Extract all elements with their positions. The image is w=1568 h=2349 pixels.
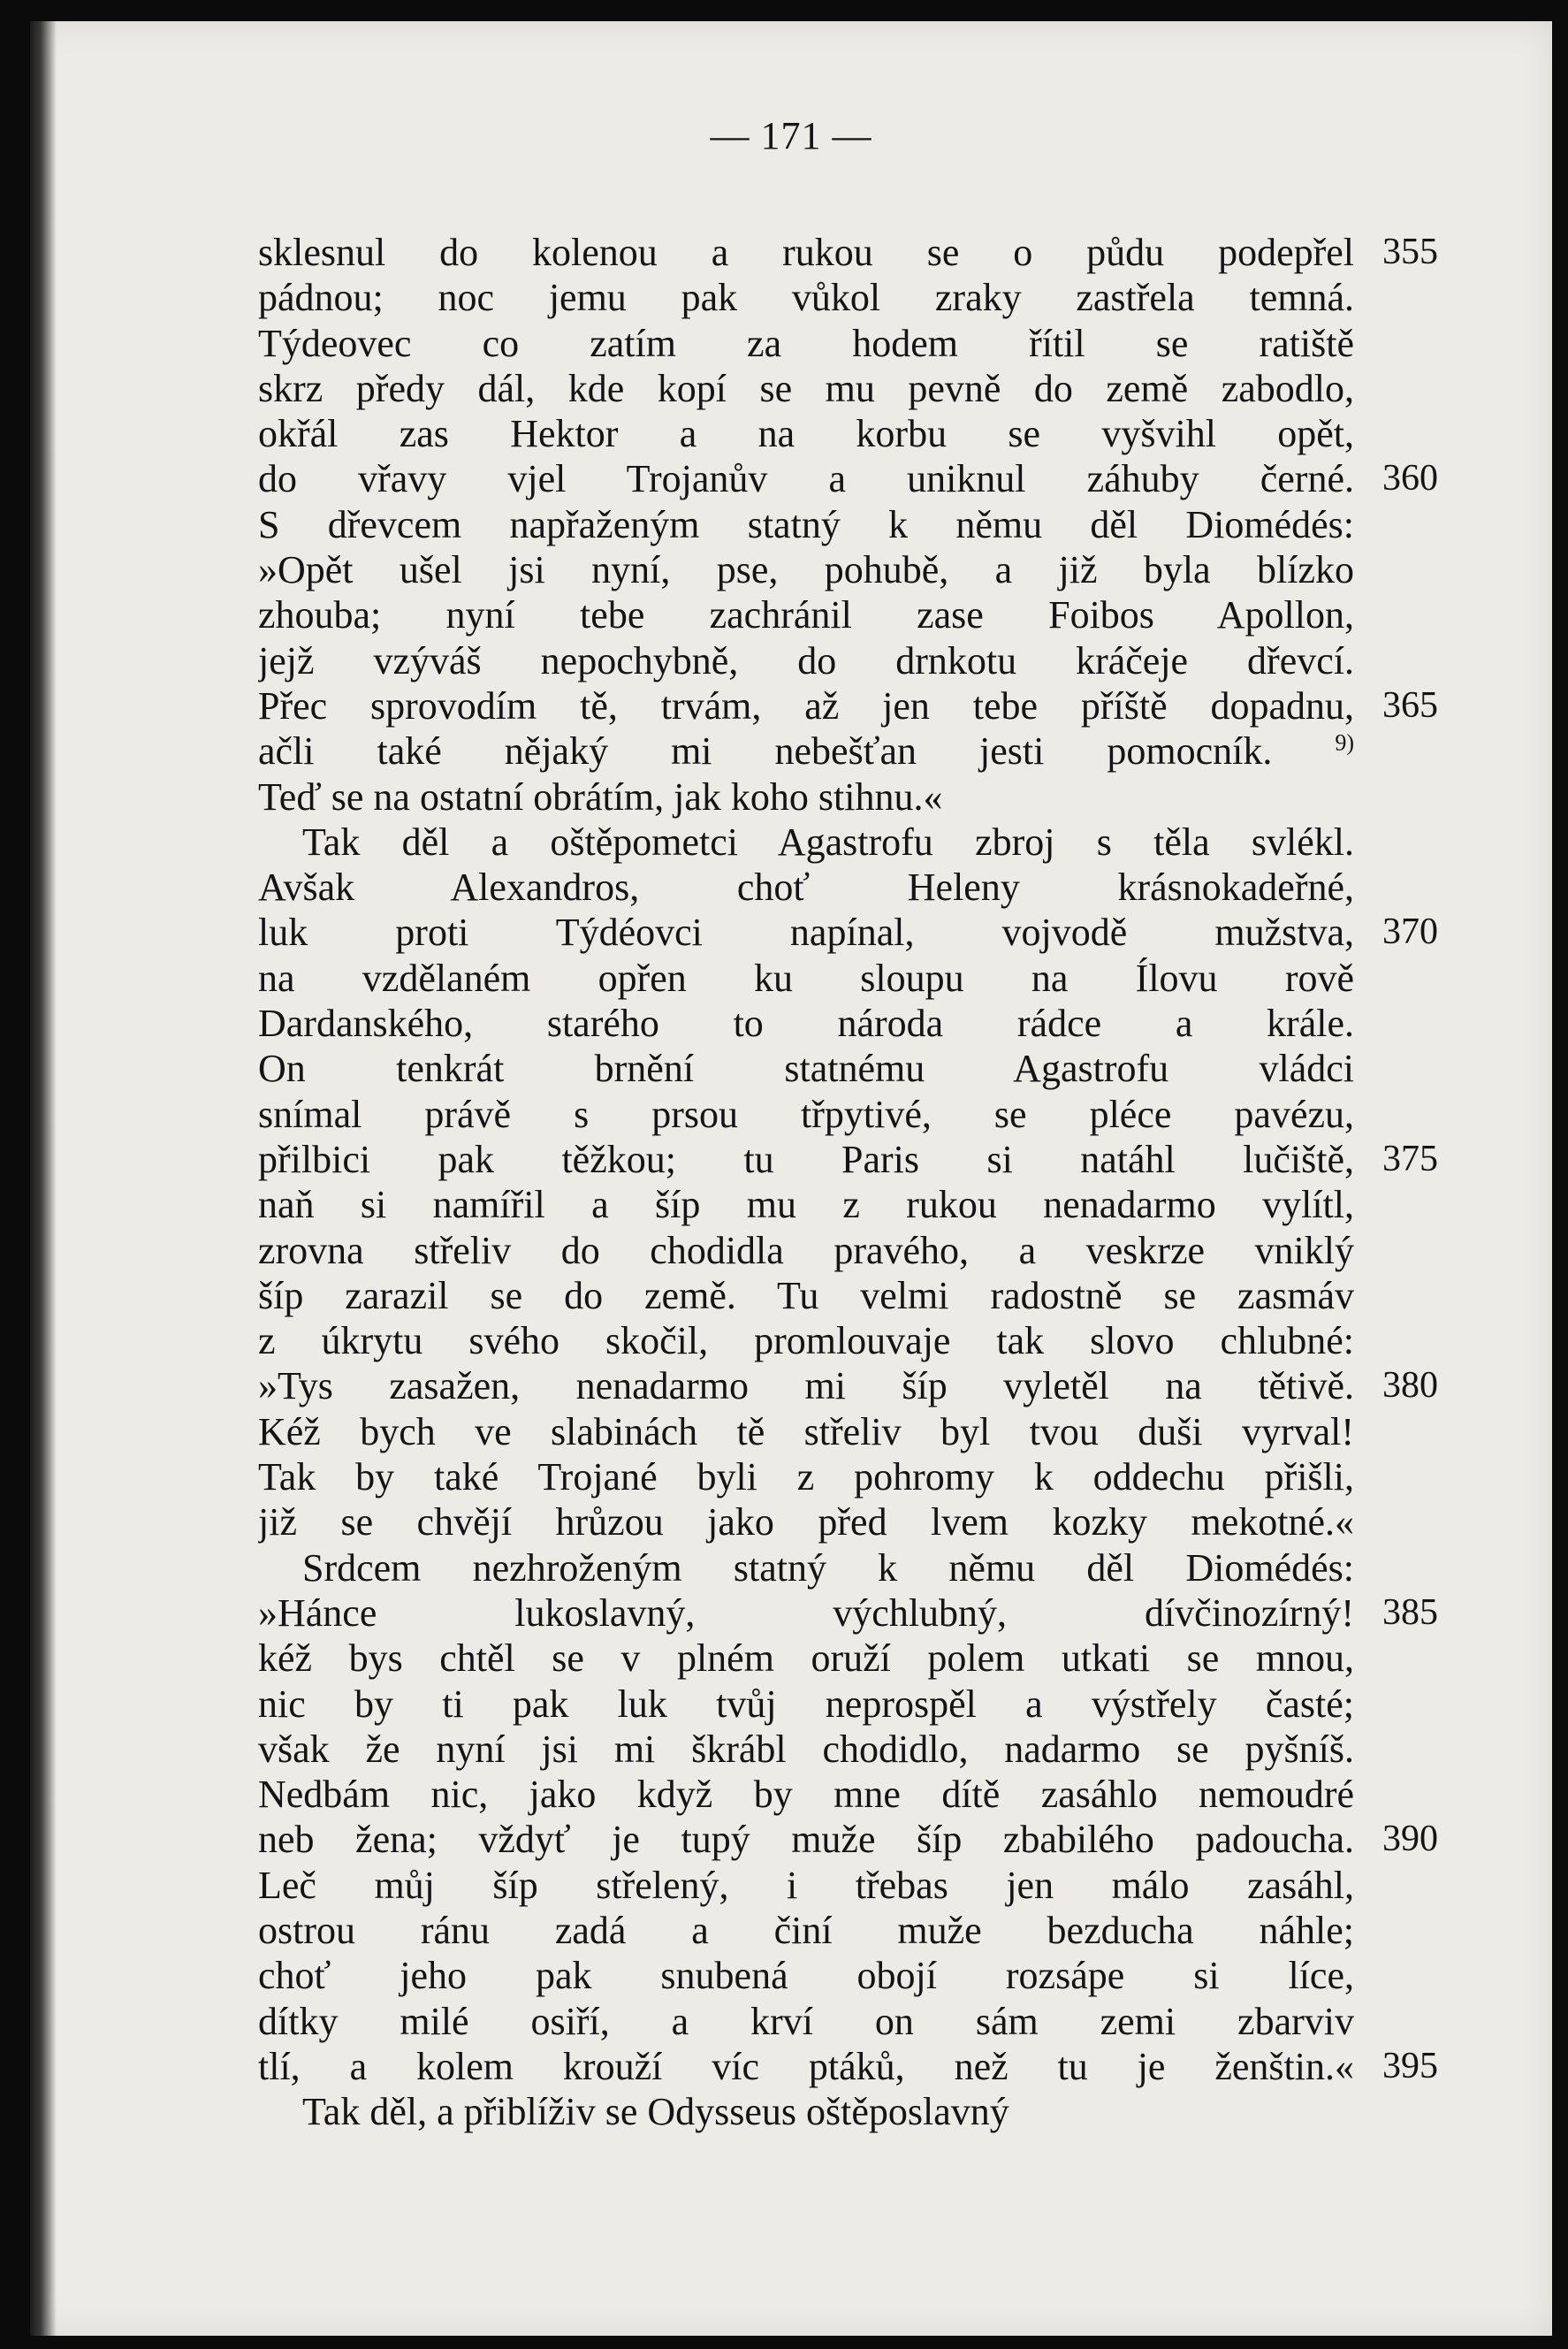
verse-text [258,502,1354,547]
verse-line-number: 390 [1382,1819,1438,1860]
verse-text [258,366,1354,411]
verse-line [258,1999,1469,2044]
verse-text-content: zhouba; nyní tebe zachránil zase Foibos Apollon, [258,593,1354,637]
verse-line [258,2089,1469,2134]
verse-line [258,366,1469,411]
footnote-reference: 9) [1335,729,1354,756]
verse-text-content: do vřavy vjel Trojanův a uniknul záhuby černé. [258,457,1354,501]
verse-text-content: skrz předy dál, kde kopí se mu pevně do země zabodlo, [258,366,1354,410]
verse-text-content: ostrou ránu zadá a činí muže bezducha náhle; [258,1908,1354,1952]
verse-text-content: tlí, a kolem krouží víc ptáků, než tu je ženštin.« [258,2044,1354,2088]
verse-text-content: šíp zarazil se do země. Tu velmi radostně se zasmáv [258,1273,1354,1317]
verse-line [258,956,1469,1001]
verse-line-number: 370 [1382,911,1438,953]
verse-text-content: naň si namířil a šíp mu z rukou nenadarmo vylítl, [258,1183,1354,1227]
verse-text-content: zrovna střeliv do chodidla pravého, a veskrze vniklý [258,1228,1354,1272]
verse-text [258,1318,1354,1363]
verse-line [258,547,1469,592]
verse-text [258,1545,1354,1590]
verse-text [258,820,1354,865]
verse-text-content: S dřevcem napřaženým statný k němu děl Diomédés: [258,502,1354,546]
verse-text [258,1590,1354,1636]
verse-text-content: Přec sprovodím tě, trvám, až jen tebe příště dopadnu, [258,683,1354,728]
verse-text [258,865,1354,910]
verse-block [258,230,1469,2134]
verse-text [258,1908,1354,1953]
verse-text-content: Dardanského, starého to národa rádce a krále. [258,1002,1354,1046]
verse-text [258,1953,1354,1998]
verse-text-content: Týdeovec co zatím za hodem řítil se ratiště [258,321,1354,365]
verse-line-number: 365 [1382,684,1438,726]
verse-text [258,547,1354,592]
verse-text-content: Teď se na ostatní obrátím, jak koho stihnu.« [258,774,943,819]
verse-text [258,683,1354,728]
verse-text-content: Leč můj šíp střelený, i třebas jen málo zasáhl, [258,1863,1354,1907]
verse-text-content: však že nyní jsi mi škrábl chodidlo, nadarmo se pyšníš. [258,1727,1354,1771]
verse-text [258,910,1354,955]
verse-line [258,1727,1469,1772]
verse-line [258,1636,1469,1681]
verse-line [258,1363,1469,1408]
verse-line [258,456,1469,501]
verse-text [258,456,1354,501]
verse-line [258,502,1469,547]
verse-line-number: 385 [1382,1591,1438,1633]
verse-text [258,1636,1354,1681]
verse-text-content: neb žena; vždyť je tupý muže šíp zbabilého padoucha. [258,1818,1354,1862]
verse-line [258,1409,1469,1454]
verse-text [258,1682,1354,1727]
verse-text-content: nic by ti pak luk tvůj neprospěl a výstřely časté; [258,1682,1354,1726]
verse-line [258,411,1469,456]
verse-text [258,1273,1354,1318]
verse-line [258,1273,1469,1318]
verse-line [258,2044,1469,2089]
verse-line-number: 355 [1382,232,1438,272]
verse-text-content: Avšak Alexandros, choť Heleny krásnokadeřné, [258,866,1354,910]
verse-line [258,774,1469,820]
verse-line [258,865,1469,910]
verse-line-number: 360 [1382,458,1438,500]
verse-line [258,1454,1469,1499]
verse-line-number: 395 [1382,2045,1438,2086]
verse-line [258,1001,1469,1046]
verse-text-content: Tak děl, a přiblíživ se Odysseus oštěposlavný [302,2090,1009,2134]
verse-text [258,592,1354,637]
verse-text [258,275,1354,320]
verse-text [258,1727,1354,1772]
verse-text-content: jejž vzýváš nepochybně, do drnkotu kráčeje dřevcí. [258,638,1354,683]
verse-line [258,1863,1469,1908]
verse-text [258,1363,1354,1408]
verse-line [258,728,1469,774]
verse-text [258,1182,1354,1227]
verse-text [258,1001,1354,1046]
verse-line [258,638,1469,683]
verse-text [258,1409,1354,1454]
verse-text-content: luk proti Týdéovci napínal, vojvodě mužstva, [258,911,1354,955]
verse-line [258,1545,1469,1590]
verse-text [258,1499,1354,1544]
verse-text-content: On tenkrát brnění statnému Agastrofu vládci [258,1047,1354,1091]
verse-text-content: dítky milé osiří, a krví on sám zemi zbarviv [258,1999,1354,2043]
verse-line [258,321,1469,366]
verse-line [258,1772,1469,1817]
verse-text [258,2044,1354,2089]
book-page [30,21,1552,2336]
verse-line [258,1092,1469,1137]
verse-text [258,411,1354,456]
verse-line [258,1817,1469,1862]
verse-line-number: 380 [1382,1365,1438,1407]
verse-text-content: kéž bys chtěl se v plném oruží polem utkati se mnou, [258,1636,1354,1681]
verse-line [258,1137,1469,1182]
verse-text-content: Kéž bych ve slabinách tě střeliv byl tvou duši vyrval! [258,1409,1354,1453]
verse-text-content: »Tys zasažen, nenadarmo mi šíp vyletěl na tětivě. [258,1364,1354,1408]
verse-line [258,1228,1469,1273]
verse-text [258,1999,1354,2044]
verse-text [258,956,1354,1001]
binding-edge [30,21,57,2336]
verse-text-content: choť jeho pak snubená obojí rozsápe si líce, [258,1954,1354,1998]
verse-line [258,683,1469,728]
verse-text [258,321,1354,366]
verse-text-content: ačli také nějaký mi nebešťan jesti pomocník. [258,729,1273,774]
verse-text [258,1454,1354,1499]
verse-text [258,230,1354,275]
verse-line [258,230,1469,275]
verse-line [258,1682,1469,1727]
verse-text [258,1092,1354,1137]
verse-line [258,820,1469,865]
verse-line [258,1046,1469,1091]
verse-line-number: 375 [1382,1138,1438,1179]
verse-text [258,638,1354,683]
verse-text [258,728,1354,774]
verse-text-content: »Opět ušel jsi nyní, pse, pohubě, a již byla blízko [258,548,1354,592]
verse-text [258,1772,1354,1817]
verse-line [258,910,1469,955]
verse-text [258,1817,1354,1862]
verse-text [258,1863,1354,1908]
verse-line [258,1590,1469,1636]
verse-text-content: přilbici pak těžkou; tu Paris si natáhl lučiště, [258,1137,1354,1181]
verse-text-content: Tak by také Trojané byli z pohromy k oddechu přišli, [258,1455,1354,1499]
verse-line [258,1908,1469,1953]
verse-text [258,1137,1354,1182]
verse-text-content: Nedbám nic, jako když by mne dítě zasáhlo nemoudré [258,1773,1354,1817]
verse-text [258,1228,1354,1273]
verse-line [258,1953,1469,1998]
verse-text [258,774,1354,820]
verse-text-content: snímal právě s prsou třpytivé, se pléce pavézu, [258,1092,1354,1136]
verse-text-content: sklesnul do kolenou a rukou se o půdu podepřel [258,231,1354,274]
verse-text [258,2089,1354,2134]
verse-text [258,1046,1354,1091]
verse-line [258,1182,1469,1227]
verse-text-content: Srdcem nezhroženým statný k němu děl Diomédés: [302,1545,1354,1590]
verse-text-content: okřál zas Hektor a na korbu se vyšvihl opět, [258,412,1354,456]
page-number: — 171 — [710,114,872,157]
verse-text-content: »Hánce lukoslavný, výchlubný, dívčinozírný! [258,1590,1354,1635]
verse-text-content: z úkrytu svého skočil, promlouvaje tak slovo chlubné: [258,1319,1354,1363]
verse-text-content: Tak děl a oštěpometci Agastrofu zbroj s těla svlékl. [302,820,1354,864]
verse-line [258,275,1469,320]
verse-text-content: pádnou; noc jemu pak vůkol zraky zastřela temná. [258,276,1354,320]
verse-text-content: již se chvějí hrůzou jako před lvem kozky mekotné.« [258,1500,1354,1544]
verse-text-content: na vzdělaném opřen ku sloupu na Ílovu rově [258,956,1354,1000]
verse-line [258,592,1469,637]
verse-line [258,1499,1469,1544]
verse-line [258,1318,1469,1363]
